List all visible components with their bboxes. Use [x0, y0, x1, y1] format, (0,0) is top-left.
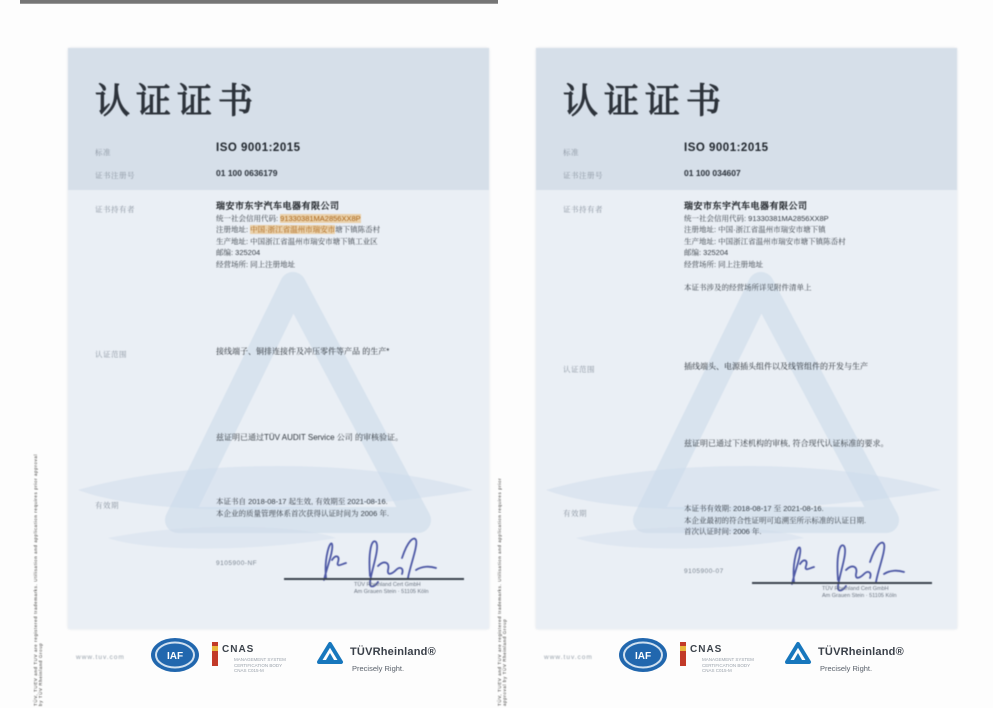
cnas-flag-icon [212, 642, 218, 666]
regno-label: 证书注册号 [563, 171, 603, 180]
signature-addr: Am Grauen Stein · 51105 Köln [822, 593, 897, 599]
regno-value: 01 100 034607 [684, 168, 741, 178]
validity-label: 有效期 [95, 501, 119, 510]
audit-statement: 兹证明已通过TÜV AUDIT Service 公司 的审核验证。 [216, 433, 403, 442]
signature-addr: Am Grauen Stein · 51105 Köln [354, 589, 429, 595]
validity-block [684, 503, 944, 538]
holder-address-line: 统一社会信用代码: 91330381MA2856XX8P [684, 213, 829, 223]
address-highlight: 中国·浙江省温州市瑞安市 [250, 225, 336, 234]
side-rotated-note: TÜV, TUEV and TUV are registered trademarks. Utilisation and application requires prior approval by TÜV Rheinland Group [33, 453, 43, 706]
iaf-logo-icon [618, 636, 668, 674]
signature-line [752, 582, 932, 584]
website-text: www.tuv.com [544, 654, 593, 661]
tuv-rheinland-logo [784, 638, 954, 682]
standard-label: 标准 [95, 148, 111, 157]
tuv-triangle-icon [316, 640, 344, 666]
standard-value: ISO 9001:2015 [216, 142, 301, 154]
signature-line [284, 578, 464, 580]
scope-label: 认证范围 [95, 350, 127, 359]
cnas-logo-icon [212, 640, 322, 684]
postcode-line: 邮编: 325204 [216, 248, 261, 257]
validity-line: 本企业最初的符合性证明可追溯至所示标准的认证日期. [684, 515, 867, 525]
regno-label: 证书注册号 [95, 171, 135, 180]
website-text: www.tuv.com [76, 654, 125, 661]
top-divider-bar [20, 0, 498, 4]
tuv-rheinland-logo [316, 638, 486, 682]
signature-caption [822, 586, 897, 600]
signature-caption [354, 582, 429, 596]
tuv-triangle-icon [784, 640, 812, 666]
cnas-flag-icon [680, 642, 686, 666]
logo-row-right [536, 634, 957, 694]
cnas-sub-text: MANAGEMENT SYSTEM CERTIFICATION BODY CNAS C015-M [234, 657, 286, 673]
tuv-tagline: Precisely Right. [820, 664, 873, 673]
validity-line: 首次认证时间: 2006 年. [684, 527, 762, 536]
validity-label: 有效期 [563, 509, 587, 518]
certificate-title: 认证证书 [95, 82, 260, 121]
holder-block [216, 201, 466, 270]
signature-org: TÜV Rheinland Cert GmbH [354, 582, 421, 588]
validity-line: 本企业的质量管理体系首次获得认证时间为 2006 年. [216, 508, 389, 518]
holder-address-line: 生产地址: 中国浙江省温州市瑞安市塘下镇陈岙村 [684, 236, 846, 246]
holder-address-line: 统一社会信用代码: 91330381MA2856XX8P [216, 213, 361, 223]
tuv-tagline: Precisely Right. [352, 664, 405, 673]
holder-label: 证书持有者 [95, 205, 135, 214]
holder-address-line: 注册地址: 中国·浙江省温州市瑞安市塘下镇 [684, 225, 826, 234]
tuv-wordmark: TÜVRheinland® [818, 646, 904, 658]
certificate-code: 9105900-NF [216, 560, 258, 567]
holder-name: 瑞安市东宇汽车电器有限公司 [216, 201, 340, 211]
tuv-wordmark: TÜVRheinland® [350, 646, 436, 658]
holder-address-line: 注册地址: 中国·浙江省温州市瑞安市塘下镇陈岙村 [216, 225, 381, 234]
validity-line: 本证书有效期: 2018-08-17 至 2021-08-16. [684, 504, 824, 513]
holder-label: 证书持有者 [563, 205, 603, 214]
holder-address-line: 生产地址: 中国浙江省温州市瑞安市塘下镇工业区 [216, 236, 378, 246]
scope-text: 接线端子、铜排连接件及冲压零件等产品 的生产* [216, 347, 390, 356]
signature-block [752, 540, 937, 612]
regno-value: 01 100 0636179 [216, 168, 278, 178]
cnas-logo-icon [680, 640, 790, 684]
standard-label: 标准 [563, 148, 579, 157]
cnas-label: CNAS [690, 644, 723, 655]
sites-annex-line: 本证书涉及的经营场所详见附件清单上 [684, 283, 812, 292]
certificate-code: 9105900-07 [684, 568, 724, 575]
side-rotated-note: TÜV, TUEV and TUV are registered trademarks. Utilisation and application requires prior approval by TÜV Rheinland Group [497, 477, 507, 706]
scope-label: 认证范围 [563, 365, 595, 374]
certificate-left [68, 48, 489, 629]
signature-block [284, 536, 469, 608]
validity-line: 本证书自 2018-08-17 起生效, 有效期至 2021-08-16. [216, 497, 388, 506]
standard-value: ISO 9001:2015 [684, 142, 769, 154]
postcode-line: 邮编: 325204 [684, 248, 729, 257]
holder-name: 瑞安市东宇汽车电器有限公司 [684, 201, 808, 211]
audit-statement: 兹证明已通过下述机构的审核, 符合现代认证标准的要求。 [684, 439, 889, 448]
iaf-logo-icon [150, 636, 200, 674]
site-line: 经营场所: 同上注册地址 [684, 259, 764, 269]
credit-code-highlight: 91330381MA2856XX8P [280, 213, 361, 223]
site-line: 经营场所: 同上注册地址 [216, 259, 296, 269]
svg-text:IAF: IAF [166, 651, 184, 662]
validity-block [216, 496, 476, 519]
scope-text: 插线端头、电源插头组件以及线管组件的开发与生产 [684, 362, 868, 371]
cnas-label: CNAS [222, 644, 255, 655]
cnas-sub-text: MANAGEMENT SYSTEM CERTIFICATION BODY CNAS C015-M [702, 657, 754, 673]
svg-text:IAF: IAF [634, 651, 652, 662]
certificate-right [536, 48, 957, 629]
holder-block [684, 201, 934, 294]
certificate-title: 认证证书 [563, 82, 728, 121]
logo-row-left [68, 634, 489, 694]
signature-org: TÜV Rheinland Cert GmbH [822, 586, 889, 592]
